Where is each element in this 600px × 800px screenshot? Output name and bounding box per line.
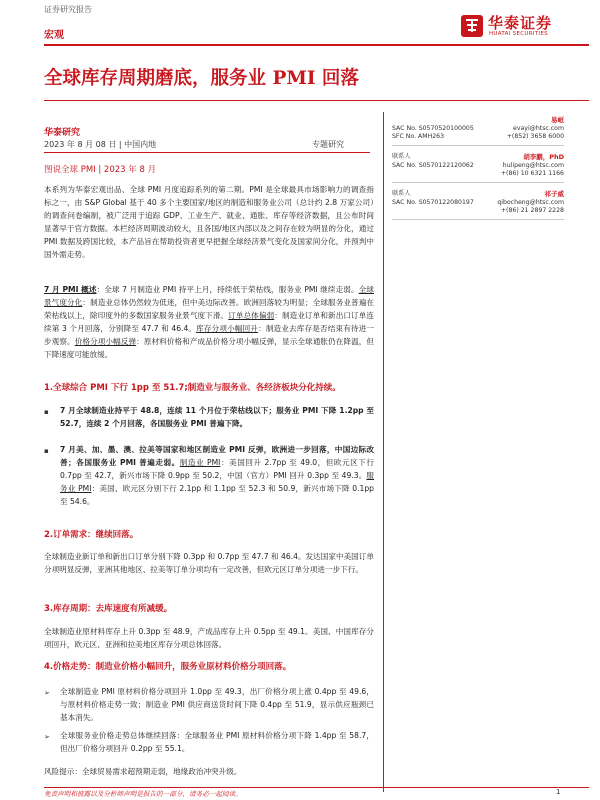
section3-heading: 3.库存周期：去库速度有所减缓。 (44, 604, 173, 614)
analyst-name: 易峘 (551, 116, 564, 124)
sub-title: 图说全球 PMI | 2023 年 8 月 (44, 165, 157, 175)
company-logo (460, 12, 590, 42)
section-label: 宏观 (44, 30, 64, 41)
analyst-role: 联系人 (392, 153, 411, 160)
summary-text: 7 月 PMI 概述：全球 7 月制造业 PMI 持平上月，持续低于荣枯线，服务业 PMI 继续走弱。全球景气度分化：制造业总体仍然较为低迷，但中美边际改善。欧洲回落较为明显；全球服务业普遍在荣枯线以上，除印度外的多数国家服务业景气度下滑。订单总体偏弱：制造业订单和新出口订单连续第 3 个月回落，分别降至 47.7 和 46.4。库存分项小幅回升：制造业去库存是否结束有待进一步观察。价格分项小幅反弹：原材料价格和产成品价格分项小幅反弹，显示全球通胀仍在降温，但下降速度可能放缓。 (44, 285, 375, 360)
report-region: 中国内地 (124, 140, 157, 149)
analyst-email[interactable]: hulipeng@htsc.com (502, 161, 564, 169)
analyst-card (392, 190, 564, 220)
section4-bullet-1: 全球制造业 PMI 原材料价格分项回升 1.0pp 至 49.3，出厂价格分项上涨 0.4pp 至 49.6，与原材料价格走势一致；制造业 PMI 供应商送货时间下降 0.4pp 至 51.9，显示供应瓶颈已基本消失。 (60, 687, 374, 723)
intro-paragraph (44, 183, 374, 262)
analyst-card (392, 153, 564, 183)
header-rule (44, 44, 589, 46)
column-divider (383, 112, 384, 792)
page-title: 全球库存周期磨底，服务业 PMI 回落 (44, 68, 359, 89)
research-brand: 华泰研究 (44, 128, 81, 138)
section2-paragraph: 全球制造业新订单和新出口订单分别下降 0.3pp 和 0.7pp 至 47.7 和 46.4。发达国家中美国订单分项明显反弹，亚洲其他地区、拉美等订单分项均有一定改善，但欧元区订单分项进一步下行。 (44, 552, 374, 575)
dateline: 2023 年 8 月 08 日 | 中国内地 (44, 140, 157, 149)
analyst-license: SAC No. S0570520100005 (392, 124, 474, 132)
section3-paragraph: 全球制造业原材料库存上升 0.3pp 至 48.9，产成品库存上升 0.5pp 至 49.1。美国、中国库存分项回升，欧元区、亚洲和拉美地区库存分项总体回落。 (44, 627, 374, 650)
analyst-license: SAC No. S0570122080197 (392, 198, 474, 206)
intro-text: 本系列为华泰宏观出品、全球 PMI 月度追踪系列的第二期。PMI 是全球最具市场影响力的调查指标之一，由 S&P Global 基于 40 多个主要国家/地区的制造和服务业公司（总计约 2.8 万家公司）的调查问卷编制，被广泛用于追踪 GDP、工业生产、就业、通胀、库存等经济数据，且公布时间显著早于官方数据。本栏经济周期波动较大，且各国/地区内部以及之间存在较为明显的分化，通过 PMI 数据及跨国比较，本产品旨在帮助投资者更早把握全球经济景气变化及国家间分化，并预判中国外需走势。 (44, 185, 374, 260)
analyst-divider (392, 145, 564, 146)
page-number: 1 (556, 788, 561, 796)
logo-mark-icon (460, 14, 484, 38)
meta-rule (44, 152, 370, 153)
risk-note: 风险提示：全球贸易需求超预期走弱，地缘政治冲突升级。 (44, 767, 242, 776)
analyst-name: 祁子威 (544, 190, 564, 198)
report-date: 2023 年 8 月 08 日 (44, 140, 117, 149)
analyst-license: SFC No. AMH263 (392, 133, 445, 140)
analyst-phone: +(86) 21 2897 2228 (500, 207, 564, 214)
section4-heading: 4.价格走势：制造业价格小幅回升，服务业原材料价格分项回落。 (44, 662, 292, 672)
section1-heading: 1.全球综合 PMI 下行 1pp 至 51.7;制造业与服务业、各经济板块分化持续。 (44, 383, 341, 393)
analyst-divider (392, 219, 564, 220)
bullet-arrow-icon: ➢ (44, 689, 50, 697)
analyst-email[interactable]: qibocheng@htsc.com (497, 198, 564, 206)
section1-bullet-1: 7 月全球制造业持平于 48.8，连续 11 个月位于荣枯线以下；服务业 PMI 下降 1.2pp 至 52.7，连续 2 个月回落，各国服务业 PMI 普遍下降。 (60, 406, 374, 429)
summary-paragraph (44, 283, 374, 362)
report-tag: 证券研究报告 (44, 5, 92, 14)
section4-bullet-2: 全球服务业价格走势总体继续回落：全球服务业 PMI 原材料价格分项下降 1.4pp 至 58.7，但出厂价格分项回升 0.2pp 至 55.1。 (60, 731, 374, 754)
analyst-license: SAC No. S0570122120062 (392, 161, 474, 169)
doc-type: 专题研究 (312, 140, 344, 149)
analyst-card (392, 116, 564, 146)
bullet-icon: ▪ (44, 447, 49, 455)
section1-bullet-2: 7 月美、加、墨、澳、拉美等国家和地区制造业 PMI 反弹，欧洲进一步回落，中国边际改善；各国服务业 PMI 普遍走弱。制造业 PMI：美国回升 2.7pp 至 49.0，但欧元区下行 0.7pp 至 42.7，新兴市场下降 0.9pp 至 50.2，中国（官方）PMI 回升 0.3pp 至 49.3。服务业 PMI：美国、欧元区分别下行 2.1pp 和 1.1pp 至 52.3 和 50.9，新兴市场下降 0.1pp 至 54.6。 (60, 445, 374, 507)
bullet-icon: ▪ (44, 408, 49, 416)
analyst-name: 胡李鹏，PhD (523, 153, 564, 161)
footer-disclaimer: 免责声明和披露以及分析师声明是报告的一部分，请务必一起阅读。 (44, 790, 242, 798)
logo-text-en: HUATAI SECURITIES (489, 31, 548, 37)
analyst-divider (392, 182, 564, 183)
analyst-phone: +(852) 3658 6000 (506, 133, 564, 140)
logo-text-cn: 华泰证券 (488, 14, 553, 32)
analyst-email[interactable]: evayi@htsc.com (513, 124, 564, 132)
title-rule (44, 100, 589, 101)
bullet-arrow-icon: ➢ (44, 733, 50, 741)
analyst-phone: +(86) 10 6321 1166 (500, 170, 564, 177)
analyst-role: 联系人 (392, 190, 411, 197)
section2-heading: 2.订单需求：继续回落。 (44, 530, 139, 540)
